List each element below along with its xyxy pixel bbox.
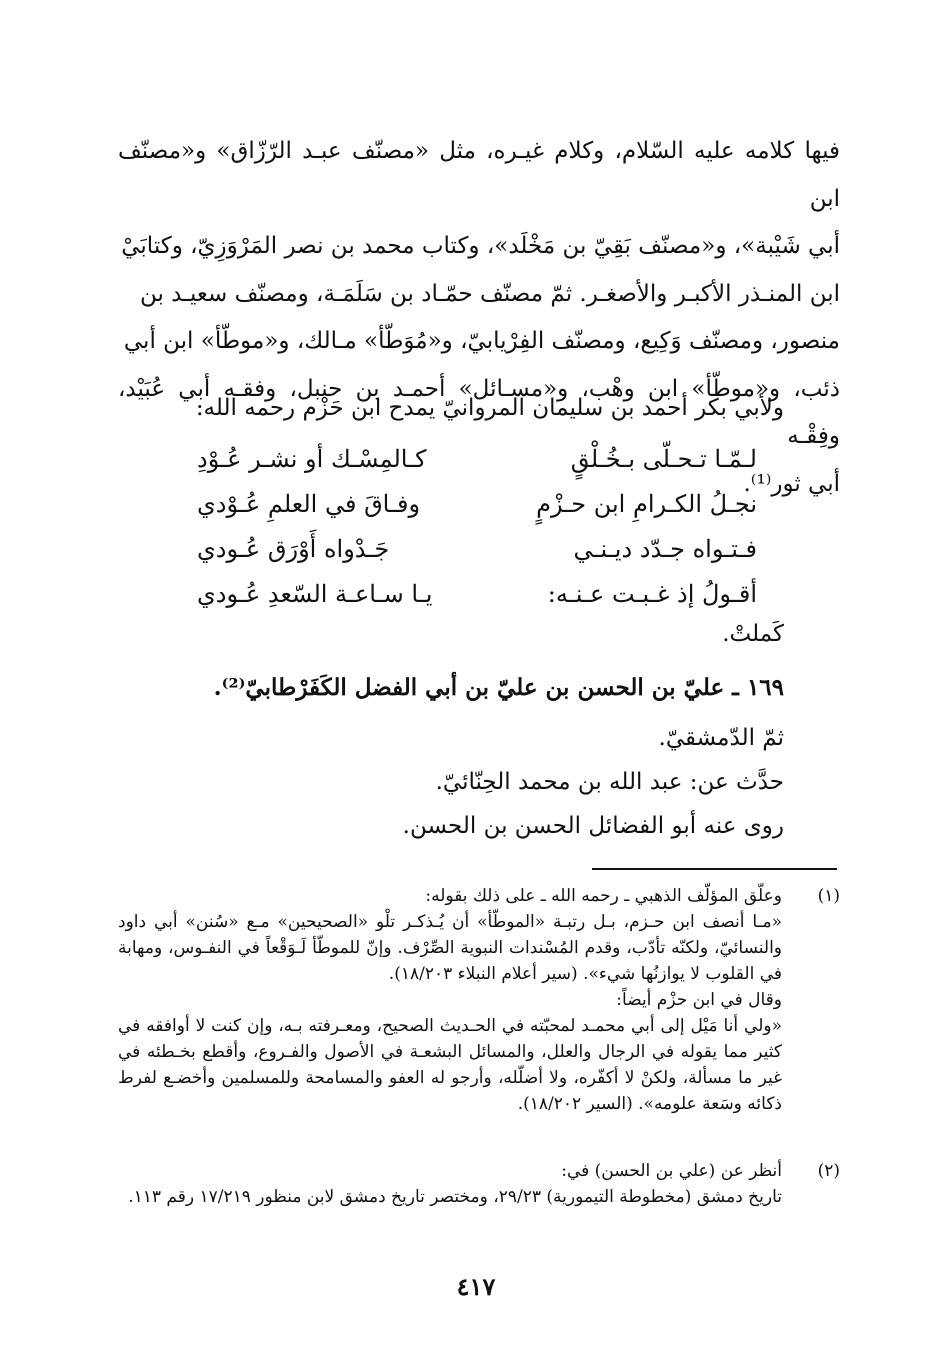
entry-heading: ١٦٩ ـ عليّ بن الحسن بن عليّ بن أبي الفضل الكَفَرْطابيّ⁽²⁾. bbox=[213, 674, 784, 701]
verse-first-hemistich: فـتـواه جـدّد ديـنـي bbox=[573, 535, 757, 563]
poem-verse bbox=[197, 572, 757, 617]
footnote-divider bbox=[592, 868, 837, 870]
verse-second-hemistich: يـا سـاعـة السّعدِ عُـودي bbox=[197, 580, 433, 608]
poem-verse bbox=[197, 527, 757, 572]
intro-line: ابن المنـذر الأكبـر والأصغـر. ثمّ مصنّف حمّـاد بن سَلَمَـة، ومصنّف سعيـد بن bbox=[139, 280, 840, 307]
footnote-line: أنظر عن (علي بن الحسن) في: bbox=[561, 1161, 782, 1181]
entry-line: ثمّ الدّمشقيّ. bbox=[658, 725, 784, 751]
verse-first-hemistich: نجـلُ الكـرامِ ابن حـزْمٍ bbox=[536, 490, 757, 518]
intro-line: منصور، ومصنّف وَكِيع، ومصنّف الفِرْيابيّ، و«مُوَطّأ» مـالك، و«موطّأ» ابن أبي bbox=[123, 328, 840, 354]
poem-verse bbox=[197, 437, 757, 482]
poem bbox=[197, 437, 757, 617]
verse-first-hemistich: أقـولُ إذ غـبـت عـنـه: bbox=[547, 580, 757, 608]
footnote-number: (٢) bbox=[817, 1161, 840, 1181]
intro-line: ذئب، و«موطّأ» ابن وهْب، و«مسـائل» أحمـد بن حنبل، وفقـه أبي عُبَيْد، وفِقْـه bbox=[118, 375, 840, 449]
verse-second-hemistich: وفـاقَ في العلمِ عُـوْدي bbox=[197, 490, 421, 518]
intro-line: أبي ثور⁽¹⁾. bbox=[743, 470, 840, 497]
footnote-line: تاريخ دمشق (مخطوطة التيمورية) ٢٩/٢٣، ومختصر تاريخ دمشق لابن منظور ١٧/٢١٩ رقم ١١٣. bbox=[128, 1187, 782, 1207]
verse-second-hemistich: كـالمِسْـك أو نشـر عُـوْدِ bbox=[197, 445, 427, 473]
verse-second-hemistich: جَـدْواه أَوْرَق عُـودي bbox=[197, 535, 390, 563]
entry-line: روى عنه أبو الفضائل الحسن بن الحسن. bbox=[402, 813, 784, 839]
poem-intro: ولأبي بكر أحمد بن سليمان المروانيّ يمدح ابن حَزْم رحمه الله: bbox=[195, 395, 784, 421]
footnote-line: «مـا أنصف ابن حـزم، بـل رتبـة «الموطّأ» أن يُـذكـر تلْو «الصحيحين» مـع «سُنن» أبي داود والنسائيّ، ولكنّه تأدّب، وقدم المُسْندات النبوية الصِّرْف. وإنّ للموطّأ لَـوَقْعاً في النفـوس، ومهابة في القلوب لا يوازنُها شيء». (سير أعلام النبلاء ١٨/٢٠٣). bbox=[118, 912, 782, 984]
footnote-number: (١) bbox=[817, 886, 840, 906]
poem-verse bbox=[197, 482, 757, 527]
intro-line: فيها كلامه عليه السّلام، وكلام غيـره، مثل «مصنّف عبـد الرّزّاق» و«مصنّف ابن bbox=[118, 138, 840, 212]
footnote-line: «ولي أنا مَيْل إلى أبي محمـد لمحبّته في الحـديث الصحيح، ومعـرفته بـه، وإن كنت لا أوافقه في كثير مما يقوله في الرجال والعلل، والمسائل البشعـة في الأصول والفـروع، وأقطع بخـطئه في غير ما مسألة، ولكنْ لا أكفّره، ولا أضلّله، وأرجو له العفو والمسامحة وللمسلمين وأخضـع لفرط ذكائه وسَعة علومه». (السير ١٨/٢٠٢). bbox=[118, 1016, 782, 1114]
footnote-1 bbox=[118, 883, 840, 1117]
intro-line: أبي شَيْبة»، و«مصنّف بَقِيّ بن مَخْلَد»، وكتاب محمد بن نصر المَرْوَزِيّ، وكتابَيْ bbox=[121, 233, 840, 259]
footnote-2 bbox=[118, 1158, 840, 1210]
entry-line: حدَّث عن: عبد الله بن محمد الحِنّائيّ. bbox=[435, 769, 784, 795]
page-number: ٤١٧ bbox=[456, 1272, 496, 1301]
kamulat-text: كَملتْ. bbox=[722, 621, 784, 647]
footnote-line: وعلّق المؤلّف الذهبي ـ رحمه الله ـ على ذلك بقوله: bbox=[425, 886, 782, 906]
footnote-line: وقال في ابن حزْم أيضاً: bbox=[616, 990, 782, 1010]
verse-first-hemistich: لـمّـا تـحـلّى بـخُـلْقٍ bbox=[570, 445, 757, 473]
